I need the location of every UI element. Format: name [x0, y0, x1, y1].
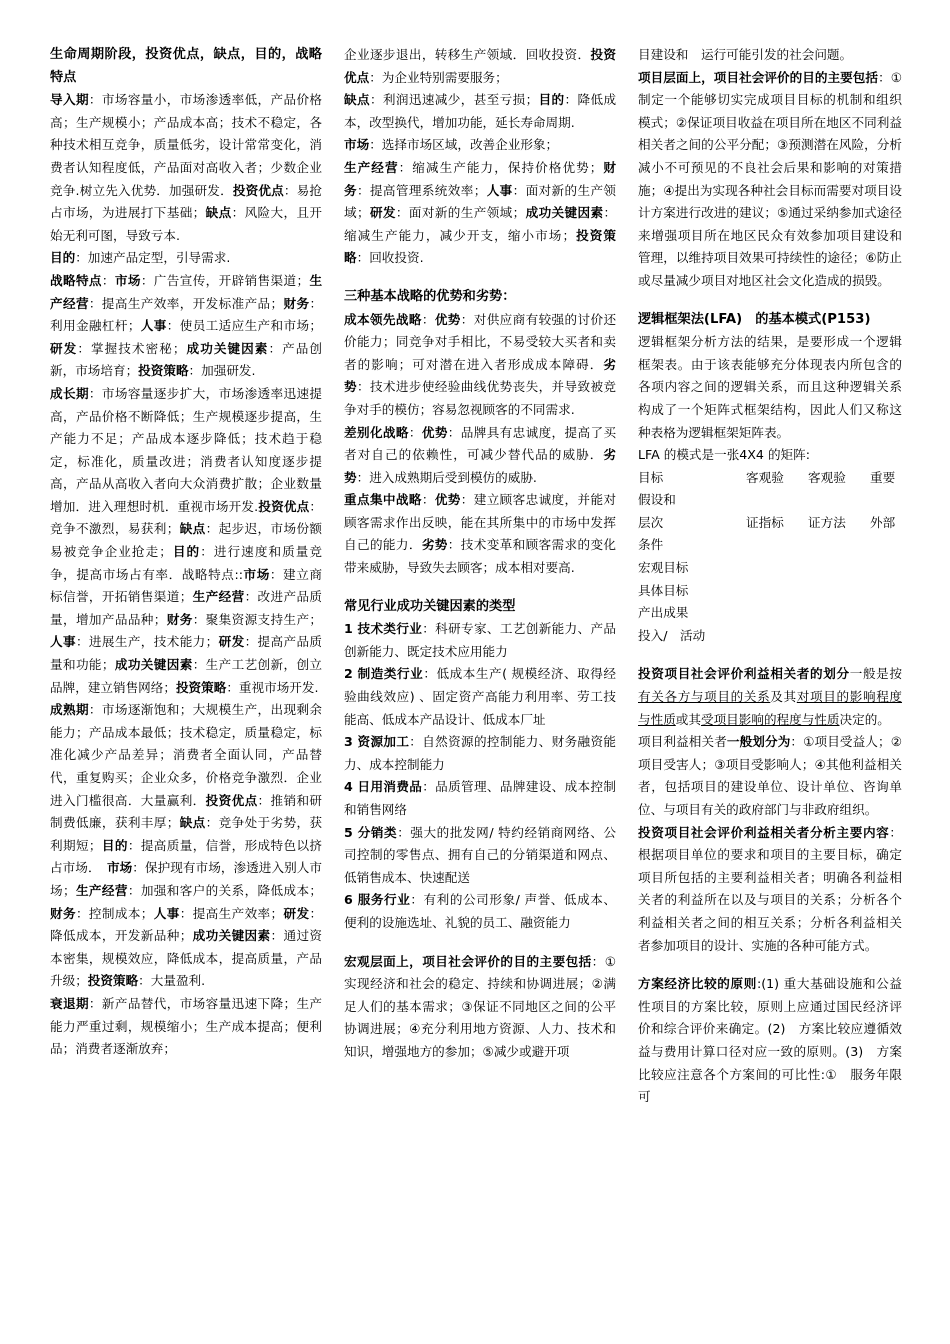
ksf-item: 3 资源加工：自然资源的控制能力、财务融资能力、成本控制能力	[344, 734, 616, 772]
decline-stage: 衰退期：新产品替代，市场容量迅速下降；生产能力严重过剩，规模缩小；生产成本提高；便利品；消费者逐渐放弃；	[50, 995, 323, 1057]
lfa-row: 产出成果	[638, 605, 689, 621]
mature-stage: 成熟期：市场逐渐饱和；大规模生产，出现剩余能力；产品成本最低；技术稳定，质量稳定，标准化减少产品差异；消费者全面认同，产品替代，重复购买；企业众多，价格竞争激烈．企业进入门槛很高．大量赢利．投资优点：推销和研制费低廉，获利丰厚；缺点：竞争处于劣势，获利期短；目的：提高质量，信誉，形成特色以挤占市场． 市场：保护现有市场，渗透进入别人市场；生产经营：加强和客户的关系，降低成本；财务：控制成本；人事：提高生产效率；研发：降低成本，开发新品种；成功关键因素：通过资本密集，规模效应，降低成本，提高质量，产品升级；投资策略：大量盈利.	[50, 702, 323, 989]
comparison-principles: 方案经济比较的原则:(1) 重大基础设施和公益性项目的方案比较，原则上应通过国民经济评价和综合评价来确定。(2) 方案比较应遵循效益与费用计算口径对应一致的原则。(3) 方案比较应注意各个方案间的可比性:① 服务年限可	[638, 976, 902, 1105]
stakeholder-types: 项目利益相关者一般划分为：①项目受益人；②项目受害人；③项目受影响人；④其他利益相关者，包括项目的建设单位、设计单位、咨询单位、与项目有关的政府部门与非政府组织。	[638, 734, 902, 817]
differentiation: 差别化战略：优势：品牌具有忠诚度，提高了买者对自己的依赖性，可减少替代品的威胁．劣势：进入成熟期后受到模仿的威胁.	[344, 424, 617, 485]
macro-purpose-cont: 目建设和 运行可能引发的社会问题。	[638, 47, 853, 62]
cost-leadership: 成本领先战略：优势：对供应商有较强的讨价还价能力；同竞争对手相比，不易受较大买者和卖者的影响；可对潜在进入者形成成本障碍．劣势：技术进步使经验曲线优势丧失，并导致被竞争对手的模仿；容易忽视顾客的不同需求.	[344, 311, 617, 417]
decline-stage-cont: 企业逐步退出，转移生产领域．回收投资．投资优点：为企业特别需要服务； 缺点：利润迅速减少，甚至亏损；目的：降低成本，改型换代，增加功能，延长寿命周期. 市场：选择市场区域，改善企业形象； 生产经营：缩减生产能力，保持价格优势；财务：提高管理系统效率；人事：面对新的生产领域；研发：面对新的生产领域；成功关键因素：缩减生产能力，减少开支，缩小市场；投资策略：回收投资.	[344, 47, 617, 266]
ksf-title: 常见行业成功关键因素的类型	[344, 598, 516, 614]
growth-stage: 成长期：市场容量逐步扩大，市场渗透率迅速提高，产品价格不断降低；生产规模逐步提高，生产能力不足；产品成本逐步降低；技术趋于稳定，标准化，质量改进；消费者认知度逐步提高，产品从高收入者向大众消费扩散；企业数量增加．进入理想时机．重视市场开发.投资优点：竞争不激烈，易获利；缺点：起步迟，市场份额易被竞争企业抢走；目的：进行速度和质量竞争，提高市场占有率．战略特点::市场：建立商标信誉，开拓销售渠道；生产经营：改进产品质量，增加产品品种；财务：聚集资源支持生产；人事：进展生产，技术能力；研发：提高产品质量和功能；成功关键因素：生产工艺创新，创立品牌，建立销售网络；投资策略：重视市场开发.	[50, 385, 323, 695]
lfa-row: 目标 客观验 客观验 重要	[638, 469, 896, 485]
lfa-row: 具体目标	[638, 582, 689, 598]
project-purpose: 项目层面上，项目社会评价的目的主要包括：①制定一个能够切实完成项目目标的机制和组织模式；②保证项目收益在项目所在地区不同利益相关者之间的公平分配；③预测潜在风险，分析减小不可预见的不良社会后果和影响的对策措施；④提出为实现各种社会目标而需要对项目设计方案进行改进的建议；⑤通过采纳参加式途径来增强项目所在地区民众有效参加项目建设和管理，以维持项目效果可持续性的途径；⑥防止或尽量减少项目对地区社会文化造成的损毁。	[638, 69, 903, 288]
macro-purpose: 宏观层面上，项目社会评价的目的主要包括：①实现经济和社会的稳定、持续和协调进展；②满足人们的基本需求；③保证不同地区之间的公平协调进展；④充分利用地方资源、人力、技术和知识，增强地方的参加；⑤减少或避开项	[344, 953, 616, 1059]
column-3	[638, 44, 902, 1109]
lfa-row: 假设和	[638, 492, 676, 508]
ksf-item: 6 服务行业：有利的公司形象/ 声誉、低成本、便利的设施选址、礼貌的员工、融资能力	[344, 892, 616, 930]
lfa-description: 逻辑框架分析方法的结果，是要形成一个逻辑框架表。由于该表能够充分体现表内所包含的各项内容之间的逻辑关系，而且这种逻辑关系构成了一个矩阵式框架结构，因此人们又称这种表格为逻辑框架矩阵表。	[638, 334, 902, 440]
lifecycle-title: 生命周期阶段，投资优点，缺点，目的，战略特点	[50, 47, 322, 85]
strategy-title: 三种基本战略的优势和劣势：	[344, 288, 516, 304]
lfa-row: 投入/ 活动	[638, 627, 706, 643]
ksf-item: 2 制造类行业：低成本生产( 规模经济、取得经验曲线效应) 、固定资产高能力利用率、劳工技能高、低成本产品设计、低成本厂址	[344, 666, 616, 727]
lfa-row: 条件	[638, 537, 664, 553]
stakeholder-division: 投资项目社会评价利益相关者的划分一般是按有关各方与项目的关系及其对项目的影响程度与性质或其受项目影响的程度与性质决定的。	[638, 666, 903, 727]
lfa-row: 宏观目标	[638, 560, 689, 576]
ksf-item: 1 技术类行业：科研专家、工艺创新能力、产品创新能力、既定技术应用能力	[344, 621, 617, 659]
column-2	[344, 44, 616, 1064]
stakeholder-analysis: 投资项目社会评价利益相关者分析主要内容：根据项目单位的要求和项目的主要目标，确定项目所包括的主要利益相关者；明确各利益相关者的利益所在以及与项目的关系；分析各个利益相关者之间的相互关系；分析各利益相关者参加项目的设计、实施的各种可能方式。	[638, 824, 902, 953]
lfa-matrix-intro: LFA 的模式是一张4X4 的矩阵:	[638, 447, 810, 463]
ksf-item: 4 日用消费品：品质管理、品牌建设、成本控制和销售网络	[344, 779, 617, 817]
column-1	[50, 44, 322, 1061]
focus-strategy: 重点集中战略：优势：建立顾客忠诚度，并能对顾客需求作出反映，能在其所集中的市场中发挥自己的能力．劣势：技术变革和顾客需求的变化带来威胁，导致失去顾客；成本相对要高.	[344, 492, 617, 576]
intro-stage: 导入期：市场容量小，市场渗透率低，产品价格高；生产规模小；产品成本高；技术不稳定，各种技术相互竞争，质量低劣，设计常常变化，消费者认知程度低，产品面对高收入者；少数企业竞争.树立先入优势．加强研发．投资优点：易抢占市场，为进展打下基础；缺点：风险大，且开始无利可图，导致亏本. 目的：加速产品定型，引导需求. 战略特点：市场：广告宣传，开辟销售渠道；生产经营：提高生产效率，开发标准产品；财务：利用金融杠杆；人事：使员工适应生产和市场；研发：掌握技术密秘；成功关键因素：产品创新，市场培育；投资策略：加强研发.	[50, 92, 323, 379]
ksf-item: 5 分销类：强大的批发网/ 特约经销商网络、公司控制的零售点、拥有自己的分销渠道和网点、低销售成本、快速配送	[344, 824, 616, 885]
lfa-title: 逻辑框架法(LFA) 的基本模式(P153)	[638, 311, 871, 327]
lfa-row: 层次 证指标 证方法 外部	[638, 514, 896, 530]
